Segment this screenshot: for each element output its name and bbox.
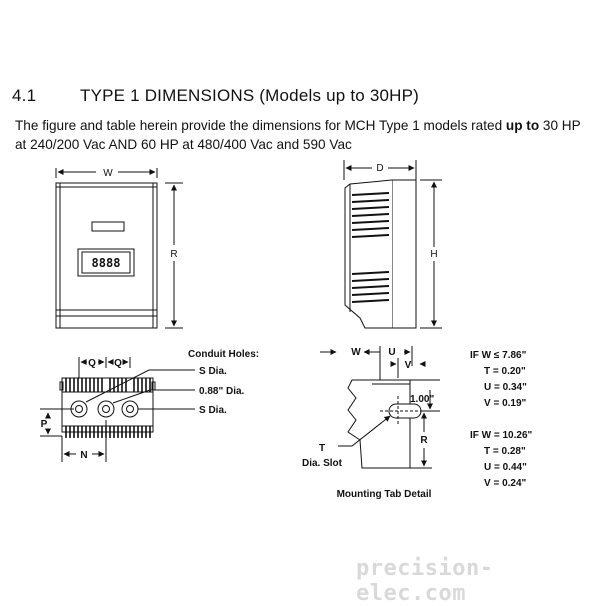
tab-1-00-label: 1.00" [410, 394, 435, 405]
bottom-view-drawing [40, 357, 195, 462]
front-w-label: W [103, 168, 113, 179]
spec-condition-2: IF W = 10.26" [470, 430, 533, 441]
side-d-label: D [376, 163, 384, 174]
front-view-drawing [56, 168, 183, 328]
tab-slot-label: Dia. Slot [301, 458, 343, 469]
hole-label-s-dia-bottom: S Dia. [199, 405, 227, 416]
spec-table [470, 350, 533, 489]
intro-bold-text: up to [505, 118, 540, 133]
conduit-holes-title: Conduit Holes: [188, 349, 260, 360]
section-number: 4.1 [12, 86, 37, 105]
hole-label-s-dia-top: S Dia. [199, 366, 227, 377]
spec-value-1-u: U = 0.34" [484, 382, 527, 393]
tab-w-label: W [351, 347, 361, 358]
spec-condition-1: IF W ≤ 7.86" [470, 350, 527, 361]
bottom-n-label: N [80, 450, 88, 461]
bottom-q-label-2: Q [114, 358, 122, 369]
hole-label-088-dia: 0.88" Dia. [199, 386, 245, 397]
spec-value-1-v: V = 0.19" [484, 398, 527, 409]
watermark-text: precision-elec.com [356, 556, 494, 606]
intro-text-2: 30 HP at 240/200 Vac AND 60 HP at 480/400 Vac and 590 Vac [15, 118, 581, 152]
bottom-q-label-1: Q [88, 358, 96, 369]
tab-u-label: U [388, 347, 396, 358]
bottom-p-label: P [40, 419, 48, 430]
tab-t-label: T [318, 443, 326, 454]
section-title: TYPE 1 DIMENSIONS (Models up to 30HP) [80, 86, 420, 105]
spec-value-2-u: U = 0.44" [484, 462, 527, 473]
side-h-label: H [430, 249, 438, 260]
tab-detail-caption: Mounting Tab Detail [336, 489, 432, 500]
tab-v-label: V [404, 360, 412, 371]
front-r-label: R [170, 249, 178, 260]
intro-text-1: The figure and table herein provide the dimensions for MCH Type 1 models rated [15, 118, 506, 133]
mounting-tab-drawing [320, 346, 440, 468]
side-view-drawing [344, 160, 442, 328]
spec-value-2-v: V = 0.24" [484, 478, 527, 489]
spec-value-1-t: T = 0.20" [484, 366, 526, 377]
display-digits: 8888 [91, 256, 121, 270]
tab-r-label: R [420, 435, 428, 446]
spec-value-2-t: T = 0.28" [484, 446, 526, 457]
